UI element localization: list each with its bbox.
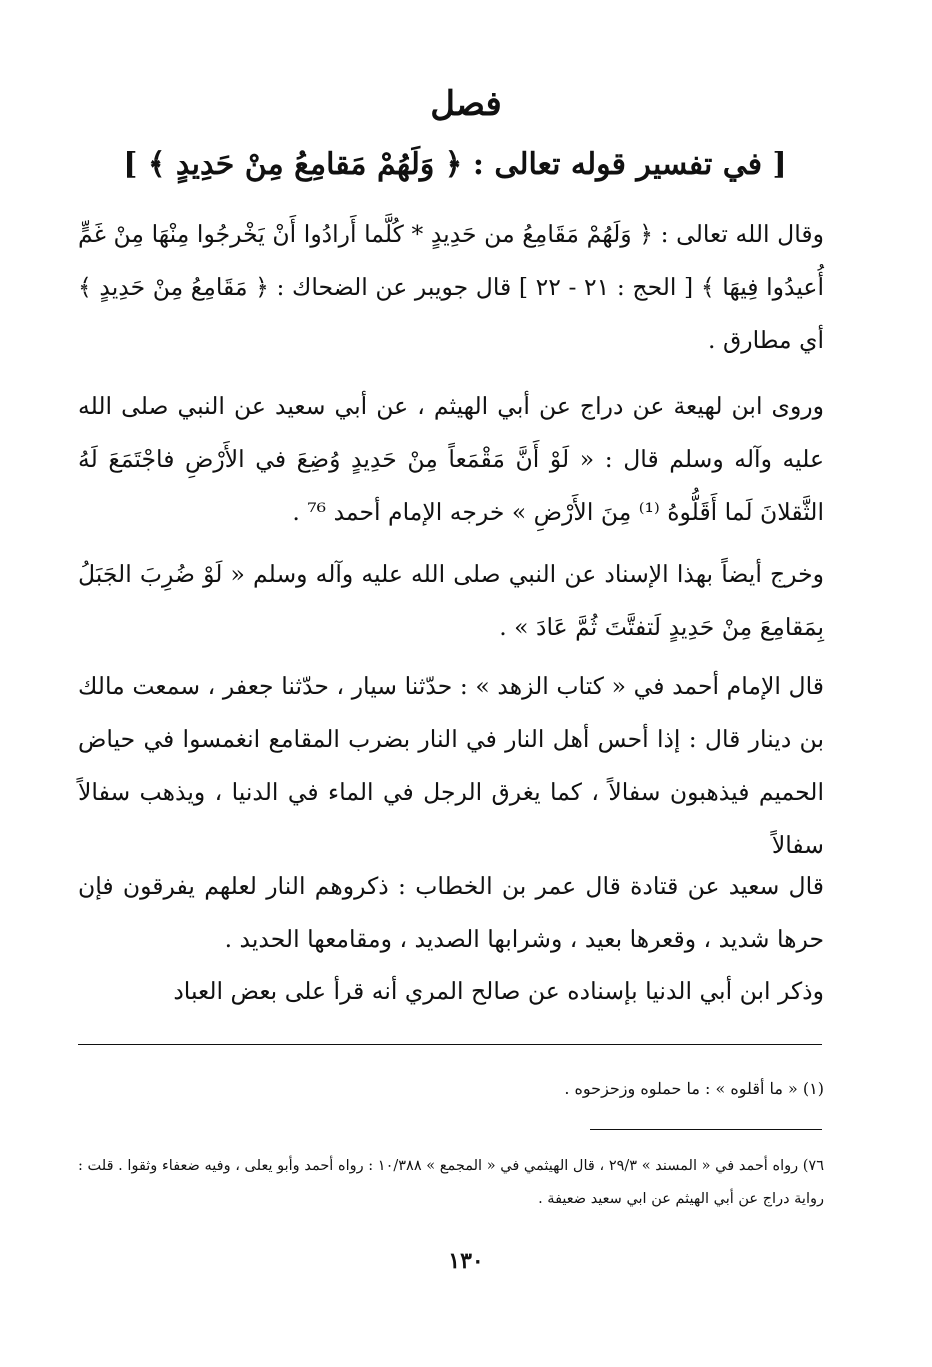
- footnote-1: (١) « ما أقلوه » : ما حملوه وزحزحوه .: [564, 1079, 824, 1098]
- paragraph-3: وخرج أيضاً بهذا الإسناد عن النبي صلى الله عليه وآله وسلم « لَوْ ضُرِبَ الجَبَلُ بِمَقامِعَ مِنْ حَدِيدٍ لَتفتَّتَ ثُمَّ عَادَ » .: [78, 560, 824, 641]
- footnote-separator-short: [590, 1129, 822, 1130]
- paragraph-6: وذكر ابن أبي الدنيا بإسناده عن صالح المري أنه قرأ على بعض العباد: [173, 977, 824, 1005]
- section-subtitle: [ في تفسير قوله تعالى : ﴿ وَلَهُمْ مَقامِعُ مِنْ حَدِيدٍ ﴾ ]: [123, 147, 787, 182]
- footnote-separator: [78, 1044, 822, 1045]
- paragraph-4: قال الإمام أحمد في « كتاب الزهد » : حدّثنا سيار ، حدّثنا جعفر ، سمعت مالك بن دينار قال : إذا أحس أهل النار في النار بضرب المقامع انغمسوا في حياض الحميم فيذهبون سفالاً ، كما يغرق الرجل في الماء في الدنيا ، ويذهب سفالاً سفالاً: [78, 672, 824, 859]
- paragraph-1: وقال الله تعالى : ﴿ وَلَهُمْ مَقَامِعُ من حَدِيدٍ * كُلَّما أَرادُوا أَنْ يَخْرجُوا مِنْهَا مِنْ غَمٍّ أُعيدُوا فِيهَا ﴾ [ الحج : ٢١ - ٢٢ ] قال جويبر عن الضحاك : ﴿ مَقَامِعُ مِنْ حَدِيدٍ ﴾ أي مطارق .: [78, 220, 824, 354]
- chapter-title: فصل: [430, 84, 502, 124]
- paragraph-2: وروى ابن لهيعة عن دراج عن أبي الهيثم ، عن أبي سعيد عن النبي صلى الله عليه وآله وسلم قال : « لَوْ أَنَّ مَقْمَعاً مِنْ حَدِيدٍ وُضِعَ في الأَرْضِ فاجْتَمَعَ لَهُ الثَّقلانَ لَما أَقَلُّوهُ ⁽¹⁾ مِنَ الأَرْضِ » خرجه الإمام أحمد ⁷⁶ .: [78, 392, 824, 526]
- footnote-76: ٧٦) رواه أحمد في « المسند » ٢٩/٣ ، قال الهيثمي في « المجمع » ١٠/٣٨٨ : رواه أحمد وأبو يعلى ، وفيه ضعفاء وثقوا . قلت : رواية دراج عن أبي الهيثم عن ابي سعيد ضعيفة .: [78, 1158, 824, 1207]
- paragraph-5: قال سعيد عن قتادة قال عمر بن الخطاب : ذكروهم النار لعلهم يفرقون فإن حرها شديد ، وقعرها بعيد ، وشرابها الصديد ، ومقامعها الحديد .: [78, 872, 824, 953]
- page-number: ١٣٠: [448, 1248, 484, 1274]
